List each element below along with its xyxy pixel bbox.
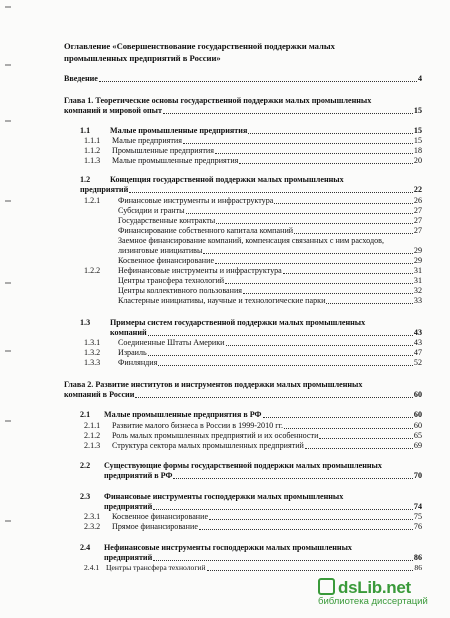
toc-section-1-3-2[interactable]: 1.3.2 Израиль 47 [84,348,422,357]
toc-section-2-1-2[interactable]: 2.1.2 Роль малых промышленных предприятий и их особенности 65 [84,431,422,440]
toc-item-tech-transfer[interactable]: Центры трансфера технологий 31 [118,276,422,285]
toc-item-shared-use[interactable]: Центры коллективного пользования 32 [118,286,422,295]
toc-section-2-1[interactable]: 2.1 Малые промышленные предприятия в РФ 60 [80,410,422,419]
dslib-watermark[interactable] [318,578,448,618]
toc-section-1-2-line1[interactable]: 1.2 Концепция государственной поддержки малых промышленных [80,175,344,184]
toc-section-1-1[interactable]: 1.1 Малые промышленные предприятия 15 [80,126,422,135]
toc-section-2-2-line2[interactable]: предприятий в РФ 70 [104,471,422,480]
toc-section-2-4-line1[interactable]: 2.4 Нефинансовые инструменты господдержки малых промышленных [80,543,352,552]
toc-chapter-1-line2[interactable]: компаний и мировой опыт 15 [64,106,422,115]
toc-section-1-2-1[interactable]: 1.2.1 Финансовые инструменты и инфраструктура 26 [84,196,422,205]
toc-section-2-4-line2[interactable]: предприятий 86 [104,553,422,562]
toc-item-subsidies[interactable]: Субсидии и гранты 27 [118,206,422,215]
toc-item-contracts[interactable]: Государственные контракты 27 [118,216,422,225]
toc-section-1-1-1[interactable]: 1.1.1 Малые предприятия 15 [84,136,422,145]
toc-section-1-2-2[interactable]: 1.2.2 Нефинансовые инструменты и инфраструктура 31 [84,266,422,275]
toc-title: Оглавление «Совершенствование государственной поддержки малых промышленных предприятий в России» [64,41,335,63]
toc-item-equity[interactable]: Финансирование собственного капитала компаний 27 [118,226,422,235]
toc-section-1-3-1[interactable]: 1.3.1 Соединенные Штаты Америки 43 [84,338,422,347]
book-icon [318,578,335,595]
toc-section-2-1-3[interactable]: 2.1.3 Структура сектора малых промышленных предприятий 69 [84,441,422,450]
watermark-tagline: библиотека диссертаций [318,596,428,607]
toc-chapter-1-line1[interactable]: Глава 1. Теоретические основы государственной поддержки малых промышленных [64,96,372,105]
toc-section-1-1-3[interactable]: 1.1.3 Малые промышленные предприятия 20 [84,156,422,165]
toc-section-2-4-1[interactable]: 2.4.1 Центры трансфера технологий 86 [84,563,422,572]
toc-section-2-3-line1[interactable]: 2.3 Финансовые инструменты господдержки малых промышленных [80,492,344,501]
toc-entry-intro[interactable]: Введение 4 [64,74,422,83]
toc-section-1-2-line2[interactable]: предприятий 22 [80,185,422,194]
toc-item-clusters[interactable]: Кластерные инициативы, научные и технологические парки 33 [118,296,422,305]
watermark-brand: dsLib.net [318,578,448,598]
toc-item-indirect[interactable]: Косвенное финансирование 29 [118,256,422,265]
toc-section-2-3-line2[interactable]: предприятий 74 [104,502,422,511]
toc-section-2-1-1[interactable]: 2.1.1 Развитие малого бизнеса в России в 1999-2010 гг. 60 [84,421,422,430]
toc-item-debt-line1[interactable]: Заемное финансирование компаний, компенсация связанных с ним расходов, [118,236,384,245]
toc-section-1-3-line1[interactable]: 1.3 Примеры систем государственной поддержки малых промышленных [80,318,366,327]
toc-section-2-3-2[interactable]: 2.3.2 Прямое финансирование 76 [84,522,422,531]
toc-section-1-3-3[interactable]: 1.3.3 Финляндия 52 [84,358,422,367]
toc-section-1-3-line2[interactable]: компаний 43 [110,328,422,337]
toc-section-1-1-2[interactable]: 1.1.2 Промышленные предприятия 18 [84,146,422,155]
toc-section-2-3-1[interactable]: 2.3.1 Косвенное финансирование 75 [84,512,422,521]
toc-chapter-2-line1[interactable]: Глава 2. Развитие институтов и инструментов поддержки малых промышленных [64,380,363,389]
toc-chapter-2-line2[interactable]: компаний в России 60 [64,390,422,399]
toc-item-debt-line2[interactable]: лизинговые инициативы 29 [118,246,422,255]
toc-section-2-2-line1[interactable]: 2.2 Существующие формы государственной поддержки малых промышленных [80,461,382,470]
scan-margin-marks [3,0,15,618]
